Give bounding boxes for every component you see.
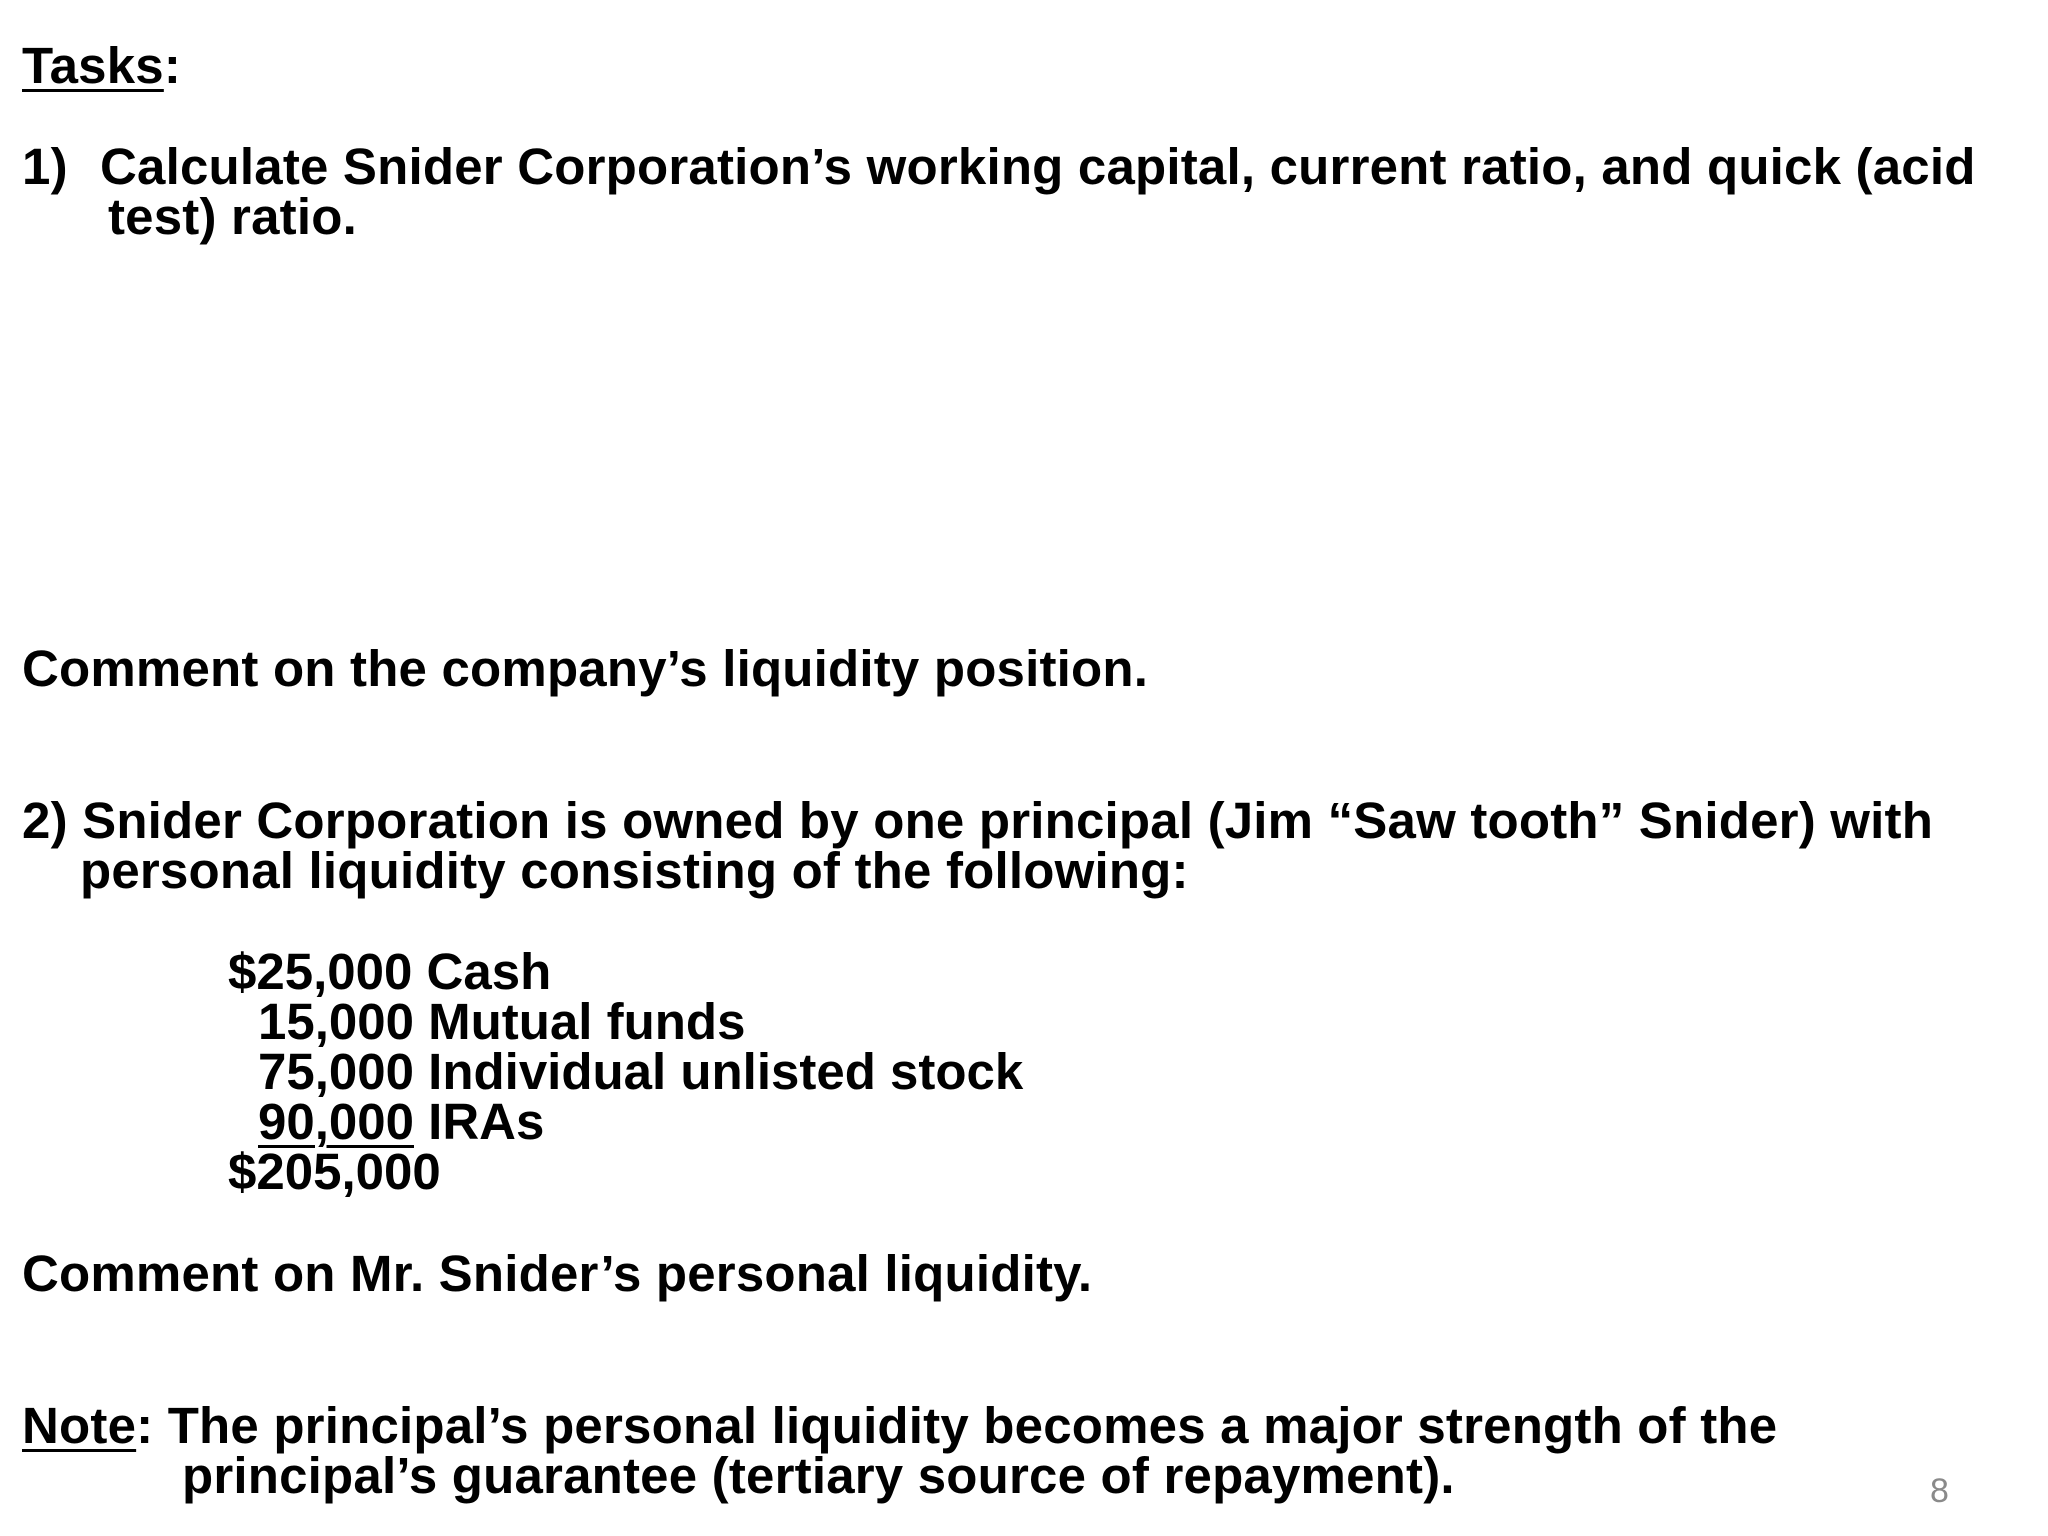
liquidity-label: IRAs (428, 1093, 545, 1150)
comment-liquidity-position: Comment on the company’s liquidity position. (22, 640, 1149, 697)
task2-line1: 2) Snider Corporation is owned by one principal (Jim “Saw tooth” Snider) with (22, 792, 1934, 849)
page-number: 8 (1930, 1472, 1949, 1510)
task1-line1: Calculate Snider Corporation’s working capital, current ratio, and quick (acid (100, 138, 1976, 195)
liquidity-amount: $25,000 (228, 943, 413, 1000)
note-label: Note (22, 1397, 137, 1454)
tasks-heading (22, 37, 182, 94)
liquidity-row-unlisted-stock (258, 1043, 1024, 1100)
liquidity-total: $205,000 (228, 1143, 441, 1200)
liquidity-row-cash (228, 943, 552, 1000)
note-line1 (22, 1397, 1778, 1454)
liquidity-label: Individual unlisted stock (428, 1043, 1024, 1100)
tasks-heading-label: Tasks (22, 37, 164, 94)
note-text-line1: : The principal’s personal liquidity becomes a major strength of the (136, 1397, 1778, 1454)
liquidity-amount: 75,000 (258, 1043, 414, 1100)
tasks-heading-colon: : (163, 37, 182, 94)
task1-line2: test) ratio. (108, 188, 357, 245)
comment-personal-liquidity: Comment on Mr. Snider’s personal liquidity. (22, 1245, 1093, 1302)
liquidity-label: Cash (426, 943, 552, 1000)
liquidity-row-iras (258, 1093, 545, 1150)
liquidity-amount: 90,000 (258, 1093, 414, 1150)
liquidity-amount: 15,000 (258, 993, 414, 1050)
task2-line2: personal liquidity consisting of the following: (80, 842, 1189, 899)
liquidity-label: Mutual funds (428, 993, 746, 1050)
task1-number: 1) (22, 138, 68, 195)
note-line2: principal’s guarantee (tertiary source of repayment). (182, 1447, 1455, 1504)
liquidity-row-mutual-funds (258, 993, 746, 1050)
